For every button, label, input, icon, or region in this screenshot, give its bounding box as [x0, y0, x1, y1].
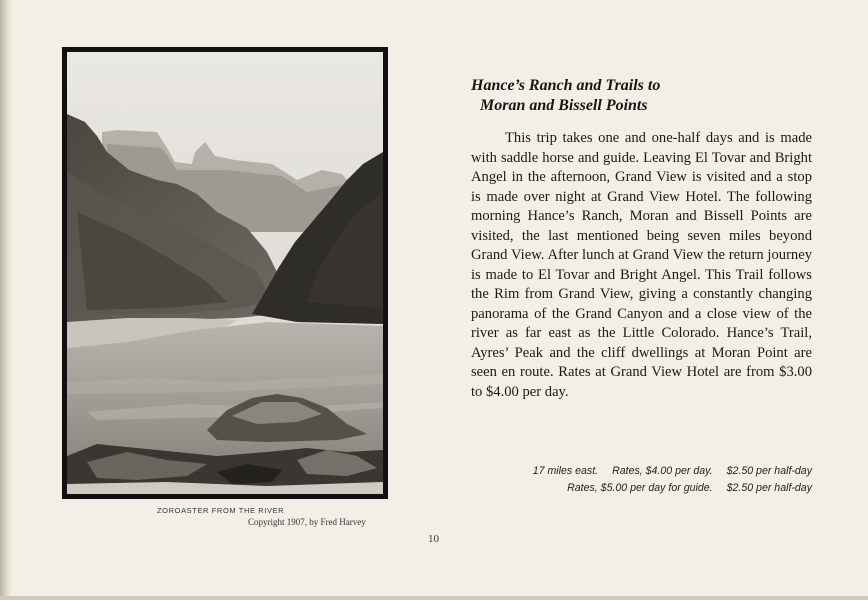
- article-body: This trip takes one and one-half days and is made with saddle horse and guide. Leaving El Tovar and Bright Angel in the afternoon, Grand View is visited and a stop is made over night at Grand View Hotel. The following morning Hance’s Ranch, Moran and Bissell Points are visited, the last mentioned being seven miles beyond Grand View. After lunch at Grand View the return journey is made to El Tovar and Bright Angel. This Trail follows the Rim from Grand View, giving a constantly changing panorama of the Grand Canyon and a close view of the river as far east as the Little Colorado. Hance’s Trail, Ayres’ Peak and the cliff dwellings at Moran Point are seen en route. Rates at Grand View Hotel are from $3.00 to $4.00 per day.: [471, 130, 812, 400]
- photo-caption: ZOROASTER FROM THE RIVER: [157, 506, 285, 515]
- canyon-photograph: [67, 52, 383, 494]
- rates-guide-day: Rates, $5.00 per day for guide.: [567, 482, 713, 494]
- rates-saddle-day: Rates, $4.00 per day.: [612, 465, 713, 477]
- rates-line-2: [470, 480, 812, 497]
- photo-credit: Copyright 1907, by Fred Harvey: [248, 517, 366, 527]
- rates-line-1: [470, 463, 812, 480]
- rates-saddle-half-day: $2.50 per half-day: [726, 465, 812, 477]
- page-bottom-edge: [0, 596, 868, 600]
- article-title: [471, 76, 831, 116]
- rates-distance: 17 miles east.: [532, 465, 599, 477]
- article-title-line2: Moran and Bissell Points: [480, 97, 648, 114]
- photo-plate: [62, 47, 388, 499]
- rates-guide-half-day: $2.50 per half-day: [726, 482, 812, 494]
- page-number: 10: [428, 533, 439, 545]
- article-title-line1: Hance’s Ranch and Trails to: [471, 77, 661, 94]
- rates-block: [470, 463, 812, 497]
- page-binding-edge: [0, 0, 12, 600]
